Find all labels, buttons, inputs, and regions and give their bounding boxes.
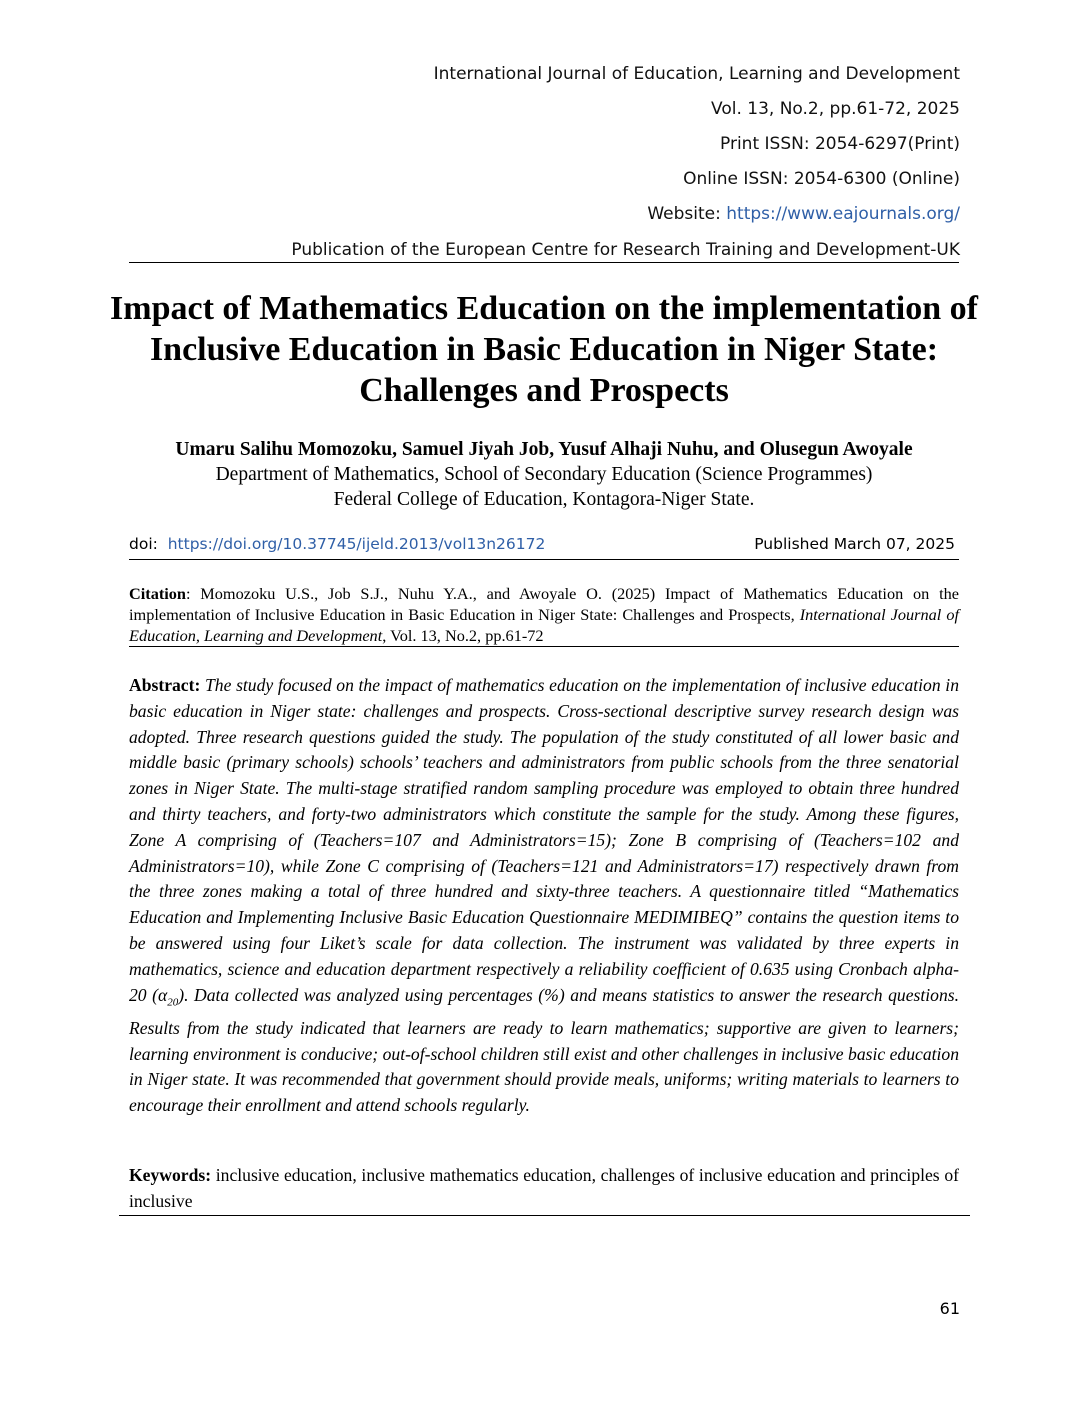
doi-rule (129, 559, 959, 560)
abstract-text-continued: ). Data collected was analyzed using percentages (%) and means statistics to answer the research questions. Results from the study indicated that learners are ready to learn mathematics; supportive are given to learners; learning environment is conducive; out-of-school children still exist and other challenges in inclusive basic education in Niger state. It was recommended that government should provide meals, uniforms; writing materials to learners to encourage their enrollment and attend schools regularly. (129, 984, 960, 1116)
paper-title: Impact of Mathematics Education on the implementation of Inclusive Education in Basic Education in Niger State: Challenges and Prospects (110, 290, 978, 409)
doi-label: doi: (129, 535, 158, 553)
citation-block (129, 583, 959, 646)
page-number: 61 (939, 1299, 960, 1318)
print-issn: Print ISSN: 2054-6297(Print) (720, 134, 960, 154)
alpha-subscript: 20 (167, 996, 179, 1009)
journal-name: International Journal of Education, Learning and Development (433, 64, 960, 84)
keywords-block (129, 1163, 959, 1215)
citation-journal: , International Journal of Education, Learning and Development (129, 605, 959, 645)
keywords-text: inclusive education, inclusive mathematics education, challenges of inclusive education and principles of inclusive (129, 1165, 959, 1211)
citation-rule (129, 646, 959, 647)
header-rule (129, 262, 959, 263)
online-issn: Online ISSN: 2054-6300 (Online) (683, 169, 960, 189)
publisher-line: Publication of the European Centre for Research Training and Development-UK (291, 240, 960, 260)
author-block (90, 437, 998, 512)
keywords-rule (119, 1215, 970, 1216)
abstract-text: The study focused on the impact of mathematics education on the implementation of inclusive education in basic education in Niger state: challenges and prospects. Cross-sectional descriptive survey research design was adopted. Three research questions guided the study. The population of the study constituted of all lower basic and middle basic (primary schools) schools’ teachers and administrators from public schools from the three senatorial zones in Niger State. The multi-stage stratified random sampling procedure was employed to obtain three hundred and thirty teachers, and forty-two administrators which constitute the sample for the study. Among these figures, Zone A comprising of (Teachers=107 and Administrators=15); Zone B comprising of (Teachers=102 and Administrators=10), while Zone C comprising of (Teachers=121 and Administrators=17) respectively drawn from the three zones making a total of three hundred and sixty-three teachers. A questionnaire titled “Mathematics Education and Implementing Inclusive Basic Education Questionnaire MEDIMIBEQ” contains the question items to be answered using four Liket’s scale for data collection. The instrument was validated by three experts in mathematics, science and education department respectively a reliability coefficient of 0.635 using Cronbach alpha-20 (α (129, 675, 959, 1005)
doi-link[interactable]: https://doi.org/10.37745/ijeld.2013/vol13n26172 (167, 535, 546, 553)
website-label: Website: (647, 204, 727, 224)
citation-label: Citation (129, 584, 186, 603)
published-date: Published March 07, 2025 (754, 535, 955, 553)
citation-tail: , Vol. 13, No.2, pp.61-72 (382, 626, 544, 645)
abstract-label: Abstract: (129, 675, 201, 695)
website-link[interactable]: https://www.eajournals.org/ (726, 204, 960, 224)
abstract-block (129, 673, 959, 1119)
affiliation-department: Department of Mathematics, School of Secondary Education (Science Programmes) (215, 464, 873, 485)
citation-text: : Momozoku U.S., Job S.J., Nuhu Y.A., and Awoyale O. (2025) Impact of Mathematics Education on the implementation of Inclusive Education in Basic Education in Niger State: Challenges and Prospects (129, 584, 959, 624)
volume-info: Vol. 13, No.2, pp.61-72, 2025 (711, 99, 960, 119)
website-line (647, 204, 960, 224)
doi-row (129, 535, 959, 553)
affiliation-college: Federal College of Education, Kontagora-Niger State. (333, 489, 755, 510)
keywords-label: Keywords: (129, 1165, 212, 1185)
author-names: Umaru Salihu Momozoku, Samuel Jiyah Job, Yusuf Alhaji Nuhu, and Olusegun Awoyale (175, 439, 913, 460)
